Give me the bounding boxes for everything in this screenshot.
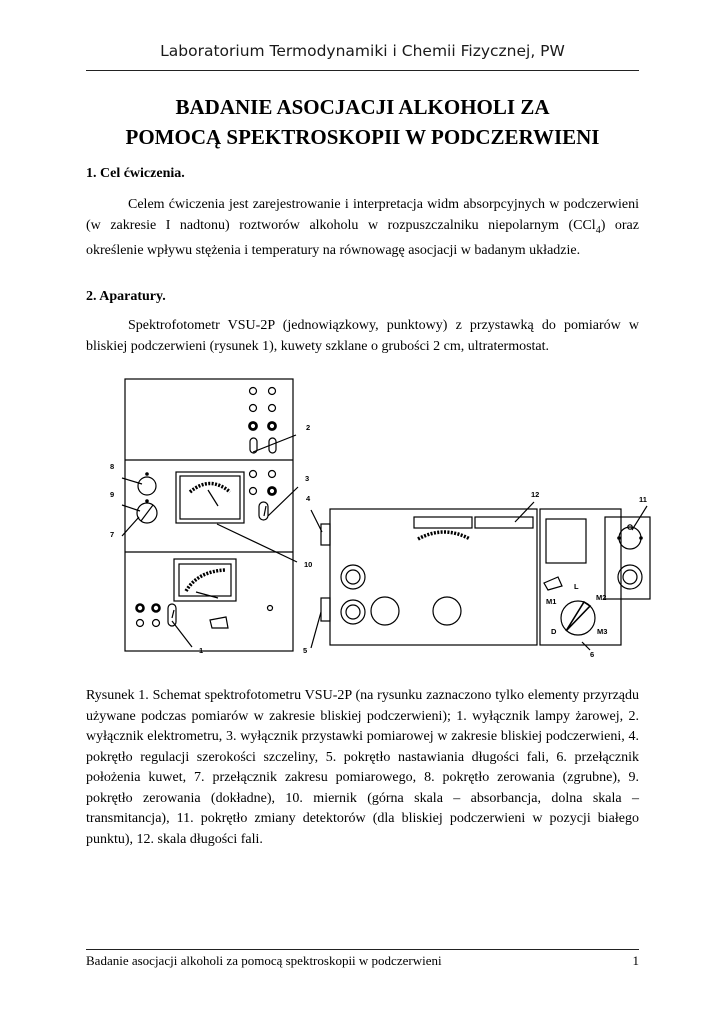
callout-9: 9 <box>110 490 115 499</box>
callout-4: 4 <box>306 494 311 503</box>
header-rule <box>86 70 639 71</box>
title-line-1: BADANIE ASOCJACJI ALKOHOLI ZA <box>175 95 550 119</box>
selector-label-M1: M1 <box>546 597 557 606</box>
selector-label-M2: M2 <box>596 593 607 602</box>
title-line-2: POMOCĄ SPEKTROSKOPII W PODCZERWIENI <box>125 125 600 149</box>
section-1-subscript: 4 <box>595 224 601 236</box>
callout-10: 10 <box>304 560 313 569</box>
document-title <box>86 92 639 152</box>
selector-label-L: L <box>574 582 579 591</box>
figure-caption: Rysunek 1. Schemat spektrofotometru VSU-2P (na rysunku zaznaczono tylko elementy przyrządu używane podczas pomiarów w zakresie bliskiej podczerwieni); 1. wyłącznik lampy żarowej, 2. wyłącznik elektrometru, 3. wyłącznik przystawki pomiarowej w zakresie bliskiej podczerwieni, 4. pokrętło regulacji szerokości szczeliny, 5. pokrętło nastawiania długości fali, 6. przełącznik położenia kuwet, 7. przełącznik zakresu pomiarowego, 8. pokrętło zerowania (zgrubne), 9. pokrętło zerowania (dokładne), 10. miernik (górna skala – absorbancja, dolna skala – transmitancja), 11. pokrętło zmiany detektorów (dla bliskiej podczerwieni w pozycji białego punktu), 12. skala długości fali. <box>86 688 639 847</box>
callout-7: 7 <box>110 530 115 539</box>
spectrophotometer-schematic <box>100 372 660 667</box>
callout-3: 3 <box>305 474 310 483</box>
page-number: 1 <box>632 953 639 968</box>
section-1-text-a: Celem ćwiczenia jest zarejestrowanie i interpretacja widm absorpcyjnych w podczerwieni (w zakresie I nadtonu) roztworów alkoholu w rozpuszczalniku niepolarnym (CCl <box>86 197 639 233</box>
section-2-paragraph: Spektrofotometr VSU-2P (jednowiązkowy, punktowy) z przystawką do pomiarów w bliskiej podczerwieni (rysunek 1), kuwety szklane o grubości 2 cm, ultratermostat. <box>86 318 639 354</box>
callout-8: 8 <box>110 462 115 471</box>
running-footer <box>86 953 639 969</box>
callout-6: 6 <box>590 650 595 659</box>
section-1-heading: 1. Cel ćwiczenia. <box>86 166 185 181</box>
running-header: Laboratorium Termodynamiki i Chemii Fizycznej, PW <box>160 42 565 60</box>
callout-11: 11 <box>639 495 647 504</box>
footer-title: Badanie asocjacji alkoholi za pomocą spektroskopii w podczerwieni <box>86 953 442 968</box>
callout-5: 5 <box>303 646 308 655</box>
callout-2: 2 <box>306 423 311 432</box>
footer-rule <box>86 949 639 950</box>
section-2-heading: 2. Aparatury. <box>86 289 166 304</box>
selector-label-M3: M3 <box>597 627 608 636</box>
section-1-text-b: ) oraz określenie wpływu stężenia i temperatury na równowagę asocjacji w badanym układzie. <box>86 217 639 258</box>
selector-label-D: D <box>551 627 557 636</box>
section-1-paragraph <box>86 195 639 261</box>
callout-12: 12 <box>531 490 540 499</box>
callout-1: 1 <box>199 646 204 655</box>
